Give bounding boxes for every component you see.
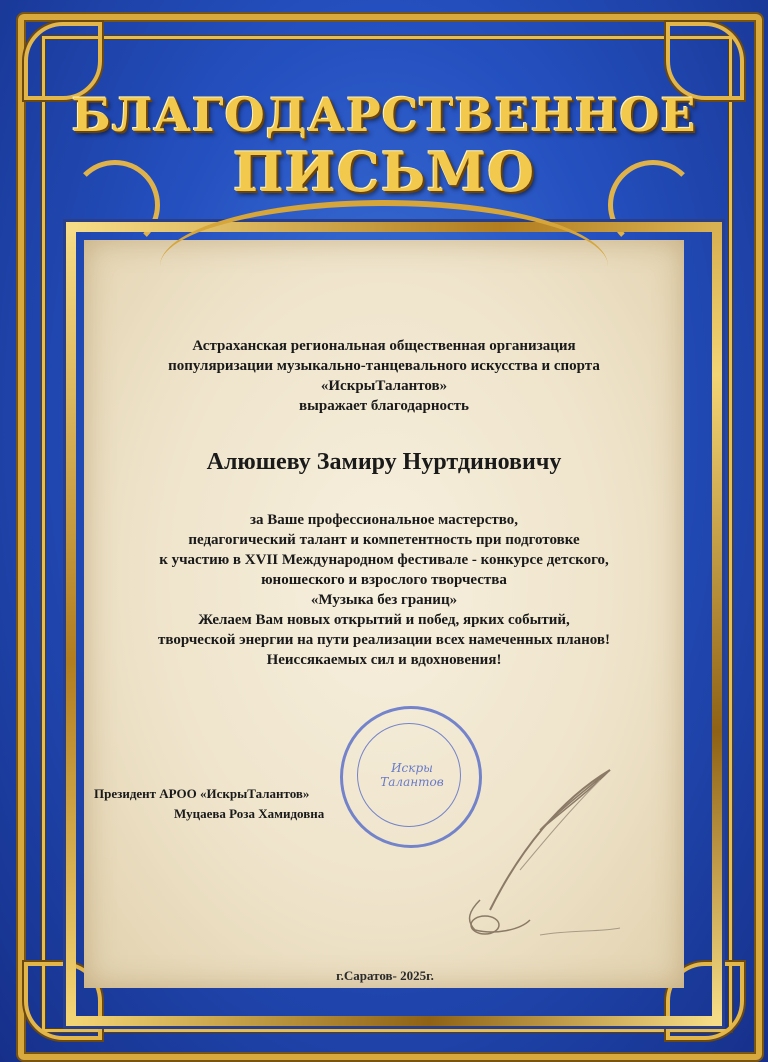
body-line-7: творческой энергии на пути реализации всех намеченных планов! [158,632,610,648]
gratitude-body [84,510,684,670]
body-line-2: педагогический талант и компетентность при подготовке [188,532,580,548]
organization-line-2: популяризации музыкально-танцевального искусства и спорта [168,358,600,374]
signer-role: Президент АРОО «ИскрыТалантов» [94,786,310,801]
stamp-center-text: Искры Талантов [380,761,444,789]
body-line-5: «Музыка без границ» [310,592,458,608]
body-line-8: Неиссякаемых сил и вдохновения! [266,652,502,668]
place-and-date: г.Саратов- 2025г. [336,968,434,983]
recipient-name: Алюшеву Замиру Нуртдиновичу [206,449,562,475]
signer-name: Муцаева Роза Хамидовна [174,806,325,821]
organization-line-4: выражает благодарность [299,398,469,414]
quill-and-inkwell-icon [440,760,630,950]
title-line-2: ПИСЬМО [232,140,536,204]
body-line-4: юношеского и взрослого творчества [261,572,507,588]
body-line-3: к участию в XVII Международном фестивале - конкурсе детского, [159,552,609,568]
body-line-6: Желаем Вам новых открытий и побед, ярких событий, [198,612,570,628]
organization-line-1: Астраханская региональная общественная организация [192,338,576,354]
title-line-1: БЛАГОДАРСТВЕННОЕ [71,88,697,142]
body-line-1: за Ваше профессиональное мастерство, [249,512,519,528]
organization-line-3: «ИскрыТалантов» [320,378,448,394]
organization-block [84,336,684,416]
